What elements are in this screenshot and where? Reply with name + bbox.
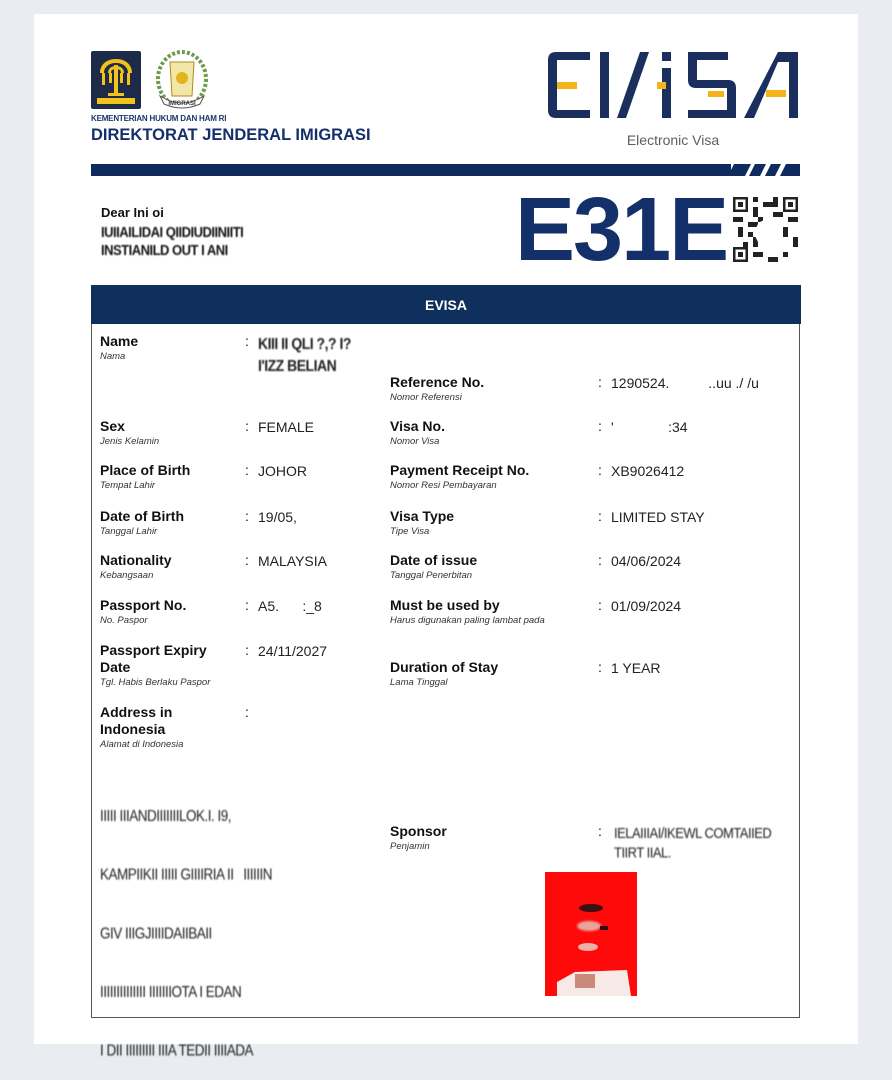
field-sublabel: Harus digunakan paling lambat pada bbox=[390, 615, 545, 626]
address-line: I DII IIIIIIIII IIIA TEDII IIIIADA bbox=[100, 1041, 254, 1060]
field-label: Date of issue bbox=[390, 552, 478, 568]
field-value-reference-no: 1290524. ..uu ./ /u bbox=[611, 375, 759, 391]
field-sublabel: Tanggal Lahir bbox=[100, 526, 158, 537]
evisa-logo bbox=[548, 50, 800, 120]
colon: : bbox=[598, 462, 602, 478]
field-label: Nationality bbox=[100, 552, 172, 568]
address-line: IIIII IIIANDIIIIIIILOK.I. I9, bbox=[100, 807, 232, 825]
field-value-sponsor: IELAIIIAI/IKEWL COMTAIIED TIIRT IIAL. bbox=[614, 824, 772, 861]
ministry-logo bbox=[91, 51, 141, 109]
field-value-date-of-issue: 04/06/2024 bbox=[611, 553, 682, 569]
field-label: Name bbox=[100, 333, 139, 349]
greeting-line: Dear Ini oi bbox=[101, 205, 164, 220]
field-name bbox=[100, 333, 138, 362]
field-sublabel: Tipe Visa bbox=[390, 526, 430, 537]
ministry-name: KEMENTERIAN HUKUM DAN HAM RI bbox=[91, 114, 227, 123]
colon: : bbox=[245, 642, 249, 658]
field-value-visa-no: ' :34 bbox=[611, 419, 688, 435]
field-value-passport-no: A5. :_8 bbox=[258, 598, 322, 614]
field-sublabel: Tempat Lahir bbox=[100, 480, 156, 491]
visa-index-code: E31E bbox=[515, 180, 728, 280]
field-label: Must be used by bbox=[390, 597, 500, 613]
field-label: Address in Indonesia bbox=[100, 704, 173, 737]
field-label: Place of Birth bbox=[100, 462, 191, 478]
field-label: Reference No. bbox=[390, 374, 485, 390]
field-sublabel: Nomor Resi Pembayaran bbox=[390, 480, 497, 491]
qr-code bbox=[733, 197, 798, 262]
directorate-name: DIREKTORAT JENDERAL IMIGRASI bbox=[91, 126, 371, 144]
field-must-be-used-by bbox=[390, 597, 545, 626]
field-value-name: KIII II QLI ?,? I?I'IZZ BELIAN bbox=[258, 334, 351, 375]
field-sublabel: Jenis Kelamin bbox=[100, 436, 160, 447]
field-label: Date of Birth bbox=[100, 508, 184, 524]
colon: : bbox=[245, 333, 249, 349]
header-divider-band bbox=[91, 163, 800, 175]
field-sublabel: Nomor Visa bbox=[390, 436, 440, 447]
colon: : bbox=[598, 374, 602, 390]
field-value-address bbox=[100, 767, 272, 1080]
field-value-must-be-used-by: 01/09/2024 bbox=[611, 598, 682, 614]
emblem-label: IMIGRASI bbox=[168, 101, 196, 107]
greeting-line: INSTIANILD OUT I ANI bbox=[101, 241, 228, 259]
field-duration-of-stay bbox=[390, 659, 498, 688]
colon: : bbox=[598, 418, 602, 434]
colon: : bbox=[598, 823, 602, 839]
immigration-emblem bbox=[152, 50, 212, 110]
greeting bbox=[101, 204, 243, 258]
field-label: Visa No. bbox=[390, 418, 445, 434]
field-sublabel: Alamat di Indonesia bbox=[100, 739, 184, 750]
field-label: Sex bbox=[100, 418, 125, 434]
field-value-passport-expiry: 24/11/2027 bbox=[258, 643, 328, 659]
colon: : bbox=[598, 508, 602, 524]
colon: : bbox=[245, 462, 249, 478]
field-value-nationality: MALAYSIA bbox=[258, 553, 327, 569]
field-label: Visa Type bbox=[390, 508, 455, 524]
field-passport-no bbox=[100, 597, 186, 626]
colon: : bbox=[245, 508, 249, 524]
field-value-sex: FEMALE bbox=[258, 419, 315, 435]
field-value-visa-type: LIMITED STAY bbox=[611, 509, 705, 525]
field-address bbox=[100, 704, 200, 750]
field-sublabel: No. Paspor bbox=[100, 615, 148, 626]
field-passport-expiry bbox=[100, 642, 220, 688]
field-sublabel: Kebangsaan bbox=[100, 570, 154, 581]
field-label: Sponsor bbox=[390, 823, 447, 839]
field-visa-no bbox=[390, 418, 445, 447]
field-sublabel: Penjamin bbox=[390, 841, 430, 852]
field-sex bbox=[100, 418, 159, 447]
field-date-of-issue bbox=[390, 552, 477, 581]
colon: : bbox=[245, 597, 249, 613]
address-line: KAMPIIKII IIIII GIIIIRIA II IIIIIIN bbox=[100, 865, 273, 884]
field-value-payment-receipt-no: XB9026412 bbox=[611, 463, 685, 479]
field-place-of-birth bbox=[100, 462, 190, 491]
applicant-photo bbox=[545, 872, 637, 996]
colon: : bbox=[598, 659, 602, 675]
field-sublabel: Nama bbox=[100, 351, 126, 362]
field-visa-type bbox=[390, 508, 454, 537]
colon: : bbox=[245, 704, 249, 720]
field-sublabel: Tgl. Habis Berlaku Paspor bbox=[100, 677, 211, 688]
evisa-subtitle: Electronic Visa bbox=[626, 132, 720, 148]
field-reference-no bbox=[390, 374, 484, 403]
field-sublabel: Nomor Referensi bbox=[390, 392, 462, 403]
field-date-of-birth bbox=[100, 508, 184, 537]
colon: : bbox=[245, 418, 249, 434]
table-title: EVISA bbox=[91, 285, 801, 324]
colon: : bbox=[245, 552, 249, 568]
field-value-duration-of-stay: 1 YEAR bbox=[611, 660, 661, 676]
field-label: Payment Receipt No. bbox=[390, 462, 530, 478]
field-nationality bbox=[100, 552, 172, 581]
address-line: IIIIIIIIIIIIII IIIIIIIOTA I EDAN bbox=[100, 983, 242, 1001]
colon: : bbox=[598, 597, 602, 613]
field-label: Passport No. bbox=[100, 597, 187, 613]
field-sublabel: Tanggal Penerbitan bbox=[390, 570, 473, 581]
field-label: Duration of Stay bbox=[390, 659, 499, 675]
colon: : bbox=[598, 552, 602, 568]
greeting-line: IUIIAILIDAI QIIDIUDIINIITI bbox=[101, 223, 244, 241]
field-value-date-of-birth: 19/05, bbox=[258, 509, 297, 525]
field-label: Passport Expiry Date bbox=[100, 642, 207, 675]
field-value-place-of-birth: JOHOR bbox=[258, 463, 307, 479]
field-payment-receipt-no bbox=[390, 462, 529, 491]
field-sublabel: Lama Tinggal bbox=[390, 677, 448, 688]
field-sponsor bbox=[390, 823, 447, 852]
address-line: GIV IIIGJIIIIDAIIBAII bbox=[100, 924, 212, 942]
